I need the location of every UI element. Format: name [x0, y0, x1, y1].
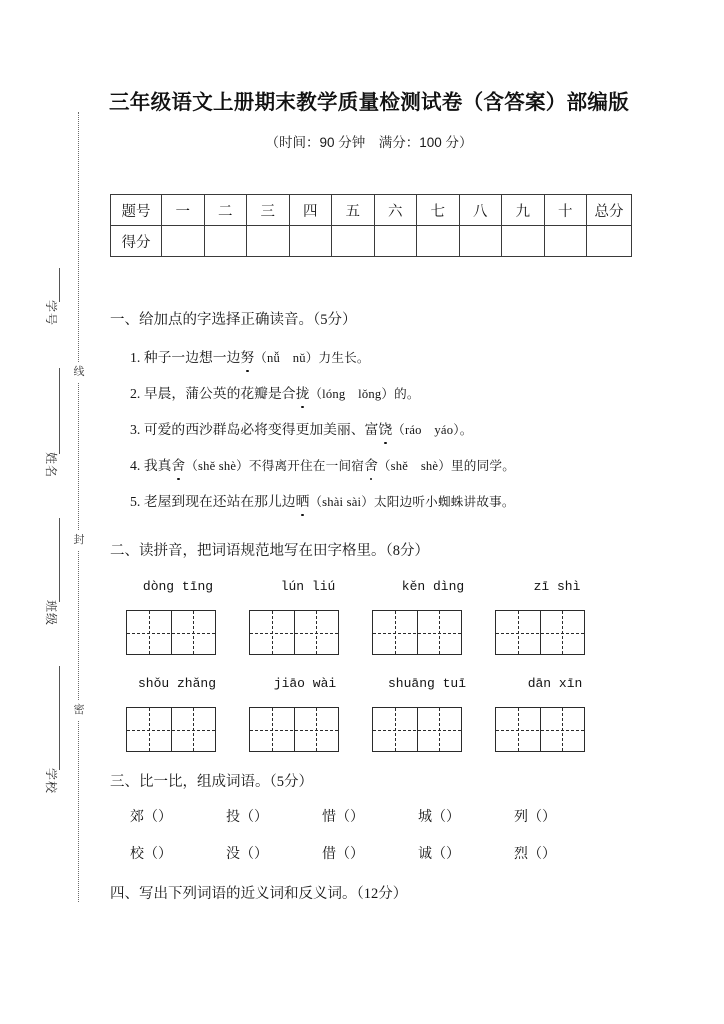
horizontal-midline	[127, 730, 215, 731]
student-id-rule	[59, 268, 60, 302]
table-row-scores	[111, 226, 632, 257]
page-subtitle: （时间：90 分钟 满分：100 分）	[265, 135, 473, 150]
student-id-label: 学号	[44, 300, 58, 327]
score-cell-3[interactable]	[247, 226, 290, 257]
score-cell-9[interactable]	[502, 226, 545, 257]
compare-char: 烈（	[514, 847, 542, 862]
compare-item-7	[226, 845, 322, 865]
table-row-question-numbers	[111, 195, 632, 226]
compare-char: 诚（	[418, 847, 446, 862]
score-cell-1[interactable]	[162, 226, 205, 257]
horizontal-midline	[496, 730, 584, 731]
tianzige-box-3[interactable]	[372, 610, 462, 655]
tianzige-box-6[interactable]	[249, 707, 339, 752]
vertical-guide-left	[518, 708, 519, 751]
horizontal-midline	[373, 730, 461, 731]
score-cell-6[interactable]	[374, 226, 417, 257]
emphasis-dot-char: 舍	[171, 456, 185, 476]
answer-blank[interactable]: ）	[254, 847, 268, 862]
school-rule	[59, 666, 60, 770]
pinyin-label-8: dān xīn	[527, 676, 583, 691]
answer-blank[interactable]: ）	[350, 810, 364, 825]
paper-body	[104, 0, 724, 1024]
compare-char: 城（	[418, 810, 446, 825]
name-label: 姓名	[44, 452, 58, 479]
col-header-10: 十	[544, 195, 587, 226]
answer-blank[interactable]: ）	[254, 810, 268, 825]
vertical-guide-left	[518, 611, 519, 654]
answer-blank[interactable]: ）	[350, 847, 364, 862]
answer-blank[interactable]: ）	[542, 810, 556, 825]
item-text-mid: （shě shè）不得离开住在一间宿	[185, 459, 365, 473]
horizontal-midline	[373, 633, 461, 634]
emphasis-dot-char-2: 舍	[364, 456, 378, 476]
col-header-total: 总分	[587, 195, 632, 226]
vertical-guide-left	[395, 611, 396, 654]
answer-blank[interactable]: ）	[542, 847, 556, 862]
pinyin-label-6: jiāo wài	[273, 676, 337, 691]
horizontal-midline	[496, 633, 584, 634]
item-text-post: （ráo yáo）。	[392, 423, 473, 437]
compare-char: 投（	[226, 810, 254, 825]
emphasis-dot-char: 努	[240, 348, 254, 368]
section-1-item-1	[130, 348, 370, 368]
pinyin-label-2: lún liú	[280, 579, 336, 594]
section-3-row-2	[130, 845, 610, 865]
emphasis-dot-char: 晒	[296, 492, 310, 512]
page-title: 三年级语文上册期末教学质量检测试卷（含答案）部编版	[109, 91, 629, 114]
item-text-pre: 老屋到现在还站在那儿边	[143, 494, 296, 509]
seal-char-secret: 密	[71, 700, 87, 720]
tianzige-row-2	[110, 707, 640, 753]
pinyin-label-5: shǒu zhǎng	[137, 676, 216, 691]
compare-char: 惜（	[322, 810, 350, 825]
vertical-guide-right	[562, 611, 563, 654]
tianzige-box-2[interactable]	[249, 610, 339, 655]
section-4-heading: 四、写出下列词语的近义词和反义词。（12分）	[110, 886, 408, 902]
tianzige-box-7[interactable]	[372, 707, 462, 752]
left-margin-seal-area	[0, 0, 104, 1024]
score-cell-7[interactable]	[417, 226, 460, 257]
class-label: 班级	[44, 600, 58, 627]
section-3-heading: 三、比一比，组成词语。（5分）	[110, 774, 313, 790]
compare-item-8	[322, 845, 418, 865]
answer-blank[interactable]: ）	[446, 810, 460, 825]
seal-dotted-line	[78, 112, 79, 902]
school-label: 学校	[44, 768, 58, 795]
col-header-3: 三	[247, 195, 290, 226]
vertical-guide-right	[562, 708, 563, 751]
compare-item-2	[226, 808, 322, 828]
item-number: 2.	[130, 386, 141, 401]
col-header-7: 七	[417, 195, 460, 226]
score-cell-10[interactable]	[544, 226, 587, 257]
item-text-pre: 种子一边想一边	[143, 350, 241, 365]
compare-item-5	[514, 808, 610, 828]
tianzige-box-8[interactable]	[495, 707, 585, 752]
item-text-post: （lóng lǒng）的。	[309, 387, 420, 401]
score-cell-total[interactable]	[587, 226, 632, 257]
compare-char: 校（	[130, 847, 158, 862]
section-1-item-5	[130, 492, 515, 512]
vertical-guide-right	[316, 708, 317, 751]
name-rule	[59, 368, 60, 454]
compare-item-9	[418, 845, 514, 865]
item-text-post: （shě shè）里的同学。	[377, 459, 515, 473]
answer-blank[interactable]: ）	[158, 810, 172, 825]
vertical-guide-left	[149, 708, 150, 751]
item-text-post: （shài sài）太阳边听小蜘蛛讲故事。	[309, 495, 515, 509]
score-cell-8[interactable]	[459, 226, 502, 257]
compare-item-1	[130, 808, 226, 828]
section-3-row-1	[130, 808, 610, 828]
seal-char-seal: 封	[71, 530, 87, 550]
pinyin-label-3: kěn dìng	[401, 579, 465, 594]
seal-char-line: 线	[71, 362, 87, 382]
pinyin-label-1: dòng tīng	[142, 579, 214, 594]
vertical-guide-right	[193, 708, 194, 751]
vertical-guide-left	[395, 708, 396, 751]
tianzige-row-1	[110, 610, 640, 656]
compare-item-6	[130, 845, 226, 865]
item-number: 1.	[130, 350, 141, 365]
col-header-1: 一	[162, 195, 205, 226]
item-text-pre: 可爱的西沙群岛必将变得更加美丽、富	[143, 422, 379, 437]
col-header-4: 四	[289, 195, 332, 226]
emphasis-dot-char: 饶	[378, 420, 392, 440]
score-table	[110, 194, 632, 257]
horizontal-midline	[127, 633, 215, 634]
compare-char: 郊（	[130, 810, 158, 825]
section-2-heading: 二、读拼音，把词语规范地写在田字格里。（8分）	[110, 543, 429, 559]
tianzige-box-1[interactable]	[126, 610, 216, 655]
col-header-2: 二	[204, 195, 247, 226]
item-text-pre: 我真	[143, 458, 172, 473]
pinyin-row-1	[110, 578, 640, 600]
vertical-guide-right	[316, 611, 317, 654]
pinyin-label-7: shuāng tuī	[387, 676, 466, 691]
compare-char: 列（	[514, 810, 542, 825]
col-header-6: 六	[374, 195, 417, 226]
horizontal-midline	[250, 633, 338, 634]
vertical-guide-right	[439, 708, 440, 751]
compare-item-10	[514, 845, 610, 865]
row-label-score: 得分	[111, 226, 162, 257]
answer-blank[interactable]: ）	[446, 847, 460, 862]
section-1-item-3	[130, 420, 473, 440]
score-cell-5[interactable]	[332, 226, 375, 257]
compare-item-3	[322, 808, 418, 828]
pinyin-row-2	[110, 675, 640, 697]
emphasis-dot-char: 拢	[296, 384, 310, 404]
vertical-guide-left	[149, 611, 150, 654]
compare-item-4	[418, 808, 514, 828]
vertical-guide-right	[439, 611, 440, 654]
item-text-pre: 早晨，蒲公英的花瓣是合	[143, 386, 296, 401]
compare-char: 没（	[226, 847, 254, 862]
vertical-guide-left	[272, 708, 273, 751]
col-header-9: 九	[502, 195, 545, 226]
item-text-post: （nǚ nǔ）力生长。	[254, 351, 370, 365]
score-cell-2[interactable]	[204, 226, 247, 257]
score-cell-4[interactable]	[289, 226, 332, 257]
tianzige-box-4[interactable]	[495, 610, 585, 655]
section-1-item-2	[130, 384, 420, 404]
vertical-guide-left	[272, 611, 273, 654]
row-label-question-no: 题号	[111, 195, 162, 226]
col-header-8: 八	[459, 195, 502, 226]
section-1-item-4	[130, 456, 515, 476]
item-number: 3.	[130, 422, 141, 437]
pinyin-label-4: zī shì	[533, 579, 581, 594]
tianzige-box-5[interactable]	[126, 707, 216, 752]
item-number: 5.	[130, 494, 141, 509]
horizontal-midline	[250, 730, 338, 731]
compare-char: 借（	[322, 847, 350, 862]
vertical-guide-right	[193, 611, 194, 654]
class-rule	[59, 518, 60, 602]
col-header-5: 五	[332, 195, 375, 226]
section-1-heading: 一、给加点的字选择正确读音。（5分）	[110, 312, 357, 328]
item-number: 4.	[130, 458, 141, 473]
answer-blank[interactable]: ）	[158, 847, 172, 862]
